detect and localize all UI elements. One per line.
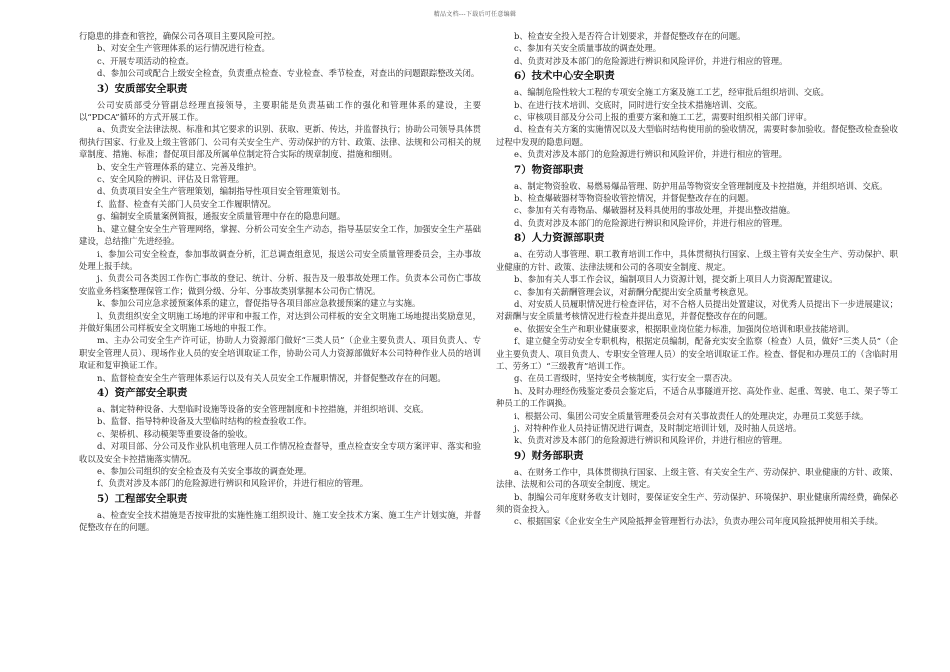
paragraph: c、安全风险的辨识、评估及日常管理。 bbox=[97, 174, 245, 185]
paragraph: d、参加公司或配合上级安全检查，负责重点检查、专业检查、季节检查，对查出的问题跟踪整改关闭。 bbox=[97, 68, 480, 79]
paragraph: n、监督检查安全生产管理体系运行以及有关人员安全工作履职情况，并督促整改存在的问题。 bbox=[97, 372, 446, 383]
paragraph: d、负责项目安全生产管理策划，编制指导性项目安全管理策划书。 bbox=[97, 186, 346, 197]
paragraph: l、负责组织安全文明施工场地的评审和申报工作，对达到公司样板的安全文明施工场地提出奖励意见，并做好集团公司样板安全文明施工场地的申报工作。 bbox=[79, 310, 481, 333]
paragraph: h、及时办理经伤残鉴定委员会鉴定后，不适合从事隧道开挖、高处作业、起重、驾驶、电工、架子等工种员工的工作调换。 bbox=[496, 385, 898, 409]
paragraph: c、审核项目部及分公司上报的重要方案和施工工艺，需要时组织相关部门评审。 bbox=[514, 112, 812, 123]
paragraph: b、检查爆破器材等物资验收管控情况，并督促整改存在的问题。 bbox=[514, 193, 754, 204]
paragraph: d、对项目部、分公司及作业队机电管理人员工作情况检查督导，重点检查安全专项方案评审、落实和验收以及安全卡控措施落实情况。 bbox=[79, 441, 481, 464]
paragraph: e、依据安全生产和职业健康要求，根据职业岗位能力标准，加强岗位培训和职业技能培训。 bbox=[514, 323, 854, 334]
paragraph: f、负责对涉及本部门的危险源进行辨识和风险评价，并进行相应的管理。 bbox=[97, 478, 369, 489]
paragraph: g、编制安全质量案例简报，通报安全质量管理中存在的隐患问题。 bbox=[97, 211, 346, 222]
paragraph: c、开展专项活动的检查。 bbox=[97, 55, 194, 66]
section-heading: 8）人力资源部职责 bbox=[514, 232, 605, 245]
section-heading: 5）工程部安全职责 bbox=[97, 492, 188, 505]
paragraph: b、参加有关人事工作会议，编制项目人力资源计划，提交新上项目人力资源配置建议。 bbox=[514, 274, 838, 285]
paragraph: b、在进行技术培训、交底时，同时进行安全技术措施培训、交底。 bbox=[514, 99, 763, 110]
right-column bbox=[496, 30, 898, 528]
paragraph: a、制定特种设备、大型临时设施等设备的安全管理制度和卡控措施，并组织培训、交底。 bbox=[97, 403, 429, 414]
paragraph: k、负责对涉及本部门的危险源进行辨识和风险评价，并进行相应的管理。 bbox=[514, 435, 788, 446]
paragraph: d、负责对涉及本部门的危险源进行辨识和风险评价，并进行相应的管理。 bbox=[514, 217, 788, 228]
paragraph: c、参加有关安全质量事故的调查处理。 bbox=[514, 43, 662, 54]
page-header: 精品文档---下载后可任意编辑 bbox=[433, 11, 517, 18]
section-heading: 4）资产部安全职责 bbox=[97, 386, 188, 399]
paragraph: e、负责对涉及本部门的危险源进行辨识和风险评价，并进行相应的管理。 bbox=[514, 149, 787, 160]
paragraph: a、编制危险性较大工程的专项安全施工方案及施工工艺，经审批后组织培训、交底。 bbox=[514, 87, 829, 98]
paragraph: k、参加公司应急求援预案体系的建立，督促指导各项目部应急救援预案的建立与实施。 bbox=[97, 298, 421, 309]
left-column bbox=[79, 30, 481, 534]
paragraph: a、在财务工作中，具体贯彻执行国家、上级主管、有关安全生产、劳动保护、职业健康的方针、政策、法律、法规和公司的各项安全制度、规定。 bbox=[496, 466, 898, 490]
paragraph: g、在员工晋级时，坚持安全考核制度，实行安全一票否决。 bbox=[514, 373, 738, 384]
paragraph: m、主办公司安全生产许可证，协助人力资源部门做好“三类人员”（企业主要负责人、项目负责人、专职安全管理人员）、现场作业人员的安全培训取证工作，协助公司人力资源部做好本公司特种作业人员的培训取证和复审换证工作。 bbox=[79, 335, 481, 371]
paragraph: a、制定物资验收、易燃易爆品管理、防护用品等物资安全管理制度及卡控措施，并组织培训、交底。 bbox=[514, 180, 888, 191]
paragraph: c、架桥机、移动模架等重要设备的验收。 bbox=[97, 428, 253, 439]
paragraph: j、负责公司各类因工作伤亡事故的登记、统计、分析、报告及一般事故处理工作。负责本公司伤亡事故安监业务档案整理保管工作；做到分级、分年、分事故类别掌握本公司伤亡情况。 bbox=[79, 273, 481, 296]
paragraph: h、建立健全安全生产管理网络，掌握、分析公司安全生产动态，指导基层安全工作，加强安全生产基础建设，总结推广先进经验。 bbox=[79, 223, 481, 247]
paragraph: a、在劳动人事管理、职工教育培训工作中，具体贯彻执行国家、上级主管有关安全生产、劳动保护、职业健康的方针、政策、法律法规和公司的各项安全制度、规定。 bbox=[496, 249, 898, 272]
paragraph: c、参加有关薪酬管理会议，对薪酬分配提出安全质量考核意见。 bbox=[514, 286, 754, 297]
paragraph: j、对特种作业人员持证情况进行调查，及时制定培训计划，及时抽人员送培。 bbox=[514, 422, 802, 433]
paragraph: b、制编公司年度财务收支计划时，要保证安全生产、劳动保护、环境保护、职业健康所需经费，确保必须的资金投入。 bbox=[496, 491, 898, 514]
paragraph: b、对安全生产管理体系的运行情况进行检查。 bbox=[97, 43, 270, 54]
paragraph: e、参加公司组织的安全检查及有关安全事故的调查处理。 bbox=[97, 466, 312, 476]
paragraph: b、检查安全投入是否符合计划要求，并督促整改存在的问题。 bbox=[514, 31, 746, 41]
section-heading: 9）财务部职责 bbox=[514, 449, 584, 462]
paragraph: d、对安质人员履职情况进行检查评估，对不合格人员提出处置建议，对优秀人员提出下一步进展建议；对薪酬与安全质量考核情况进行检查并提出意见，并督促整改存在的问题。 bbox=[496, 298, 898, 322]
paragraph: f、监督、检查有关部门人员安全工作履职情况。 bbox=[97, 198, 276, 209]
paragraph: d、负责对涉及本部门的危险源进行辨识和风险评价，并进行相应的管理。 bbox=[514, 55, 788, 66]
paragraph: b、安全生产管理体系的建立、完善及维护。 bbox=[97, 161, 262, 172]
paragraph: a、负责安全法律法规、标准和其它要求的识别、获取、更新、传达，并监督执行；协助公司领导具体贯彻执行国家、行业及上级主管部门、公司有关安全生产、劳动保护的方针、政策、法律、法规和公司相关的规章制度、措施、标准；督促项目部及所属单位制定符合实际的规章制度、措施和细则。 bbox=[79, 124, 481, 160]
paragraph: a、检查安全技术措施是否按审批的实施性施工组织设计、施工安全技术方案、施工生产计划实施，并督促整改存在的问题。 bbox=[79, 509, 481, 533]
section-heading: 6）技术中心安全职责 bbox=[514, 70, 615, 83]
section-heading: 3）安质部安全职责 bbox=[97, 82, 188, 95]
paragraph: d、检查有关方案的实施情况以及大型临时结构使用前的验收情况，需要时参加验收。督促整改检查验收过程中发现的隐患问题。 bbox=[496, 124, 898, 147]
paragraph: f、建立健全劳动安全专职机构，根据定员编制，配备充实安全监察（检查）人员，做好“三类人员”（企业主要负责人、项目负责人、专职安全管理人员）的安全培训取证工作。检查、督促和办理员工的（含临时用工、劳务工）“三级教育”培训工作。 bbox=[496, 336, 898, 371]
paragraph: c、根据国家《企业安全生产风险抵押金管理暂行办法》，负责办理公司年度风险抵押使用相关手续。 bbox=[514, 516, 883, 527]
paragraph: b、监督、指导特种设备及大型临时结构的检查验收工作。 bbox=[97, 416, 312, 427]
paragraph: 公司安质部受分管副总经理直接领导，主要职能是负责基础工作的强化和管理体系的建设，主要以“PDCA”循环的方式开展工作。 bbox=[79, 99, 481, 123]
paragraph: c、参加有关有毒物品、爆破器材及料具使用的事故处理，并提出整改措施。 bbox=[514, 205, 796, 216]
paragraph: i、参加公司安全检查，参加事故调查分析，汇总调查组意见，报送公司安全质量管理委员会，主办事故处理上报手续。 bbox=[79, 248, 481, 271]
paragraph: 行隐患的排查和管控，确保公司各项目主要风险可控。 bbox=[79, 31, 280, 41]
section-heading: 7）物资部职责 bbox=[514, 163, 584, 176]
paragraph: i、根据公司、集团公司安全质量管理委员会对有关事故责任人的处理决定，办理员工奖惩手续。 bbox=[514, 410, 869, 421]
